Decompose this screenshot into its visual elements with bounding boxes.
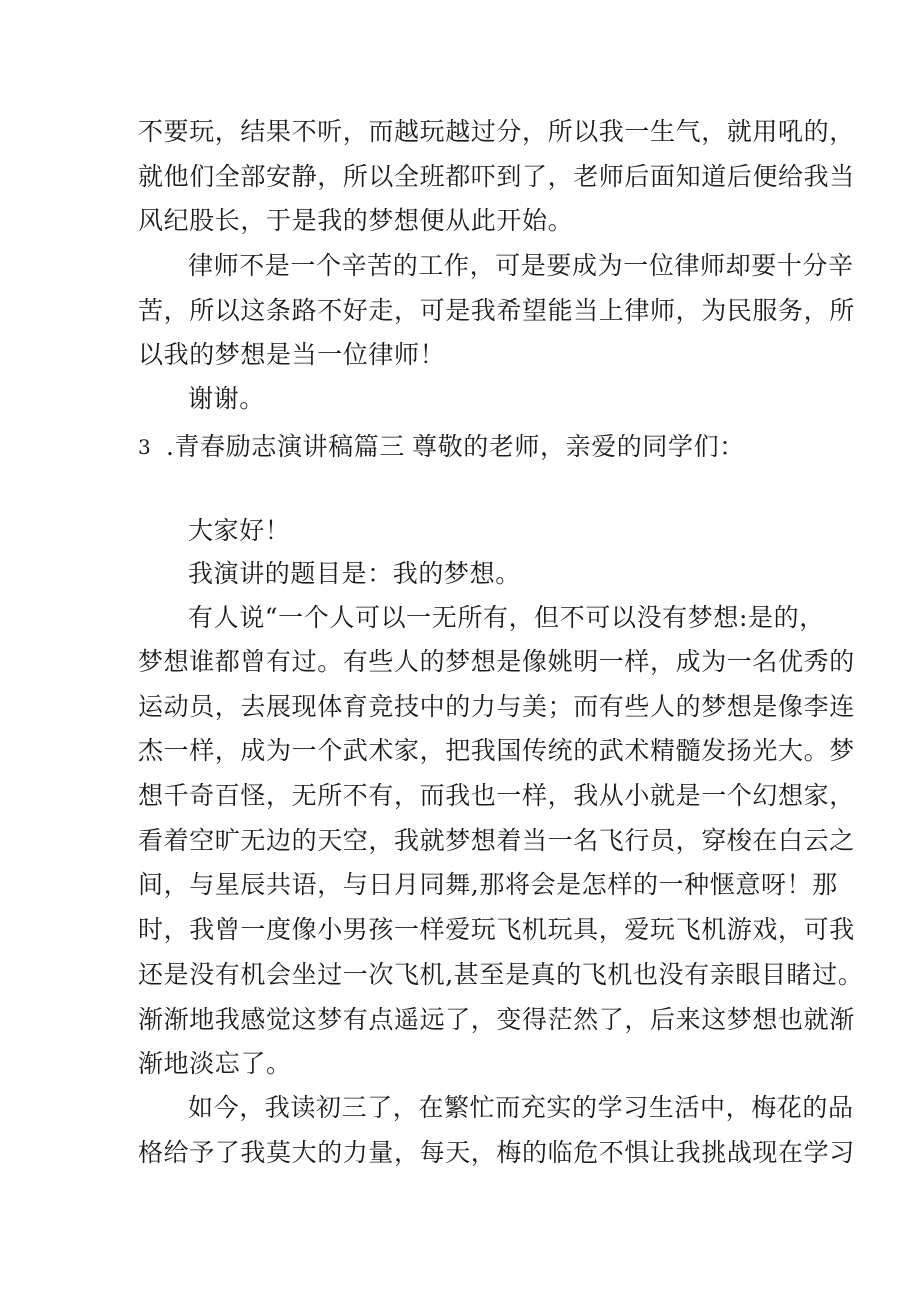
section-number: 3 [138, 435, 151, 459]
section-title: .青春励志演讲稿篇三 [166, 432, 405, 461]
paragraph-line: 看着空旷无边的天空，我就梦想着当一名飞行员，穿梭在白云之 [138, 826, 855, 855]
paragraph-line: 想千奇百怪，无所不有，而我也一样，我从小就是一个幻想家， [138, 781, 855, 810]
paragraph-line: 律师不是一个辛苦的工作，可是要成为一位律师却要十分辛 [188, 251, 854, 280]
paragraph-line: 还是没有机会坐过一次飞机,甚至是真的飞机也没有亲眼目睹过。 [138, 960, 864, 989]
hello-text: 大家好！ [188, 516, 291, 545]
paragraph-line: 渐渐地我感觉这梦有点遥远了，变得茫然了，后来这梦想也就渐 [138, 1005, 855, 1034]
paragraph-line: 以我的梦想是当一位律师！ [138, 340, 446, 369]
paragraph-line: 格给予了我莫大的力量，每天，梅的临危不惧让我挑战现在学习 [138, 1138, 855, 1167]
paragraph-line: 梦想谁都曾有过。有些人的梦想是像姚明一样，成为一名优秀的 [138, 647, 855, 676]
section-greeting: 尊敬的老师，亲爱的同学们： [412, 432, 745, 461]
paragraph-line: 渐地淡忘了。 [138, 1049, 292, 1078]
paragraph-line: 就他们全部安静，所以全班都吓到了，老师后面知道后便给我当 [138, 162, 855, 191]
topic-text: 我演讲的题目是：我的梦想。 [188, 559, 521, 588]
paragraph-line: 苦，所以这条路不好走，可是我希望能当上律师，为民服务，所 [138, 296, 855, 325]
paragraph-line: 风纪股长，于是我的梦想便从此开始。 [138, 206, 574, 235]
paragraph-line: 有人说“一个人可以一无所有，但不可以没有梦想:是的， [188, 603, 825, 632]
paragraph-line: 如今，我读初三了，在繁忙而充实的学习生活中，梅花的品 [188, 1093, 854, 1122]
paragraph-line: 运动员，去展现体育竞技中的力与美；而有些人的梦想是像李连 [138, 692, 855, 721]
paragraph-line: 不要玩，结果不听，而越玩越过分，所以我一生气，就用吼的， [138, 117, 855, 146]
paragraph-line: 时，我曾一度像小男孩一样爱玩飞机玩具，爱玩飞机游戏，可我 [138, 915, 855, 944]
paragraph-line: 间，与星辰共语，与日月同舞,那将会是怎样的一种惬意呀！那 [138, 870, 838, 899]
paragraph-line: 杰一样，成为一个武术家，把我国传统的武术精髓发扬光大。梦 [138, 736, 855, 765]
thanks-text: 谢谢。 [188, 384, 265, 413]
